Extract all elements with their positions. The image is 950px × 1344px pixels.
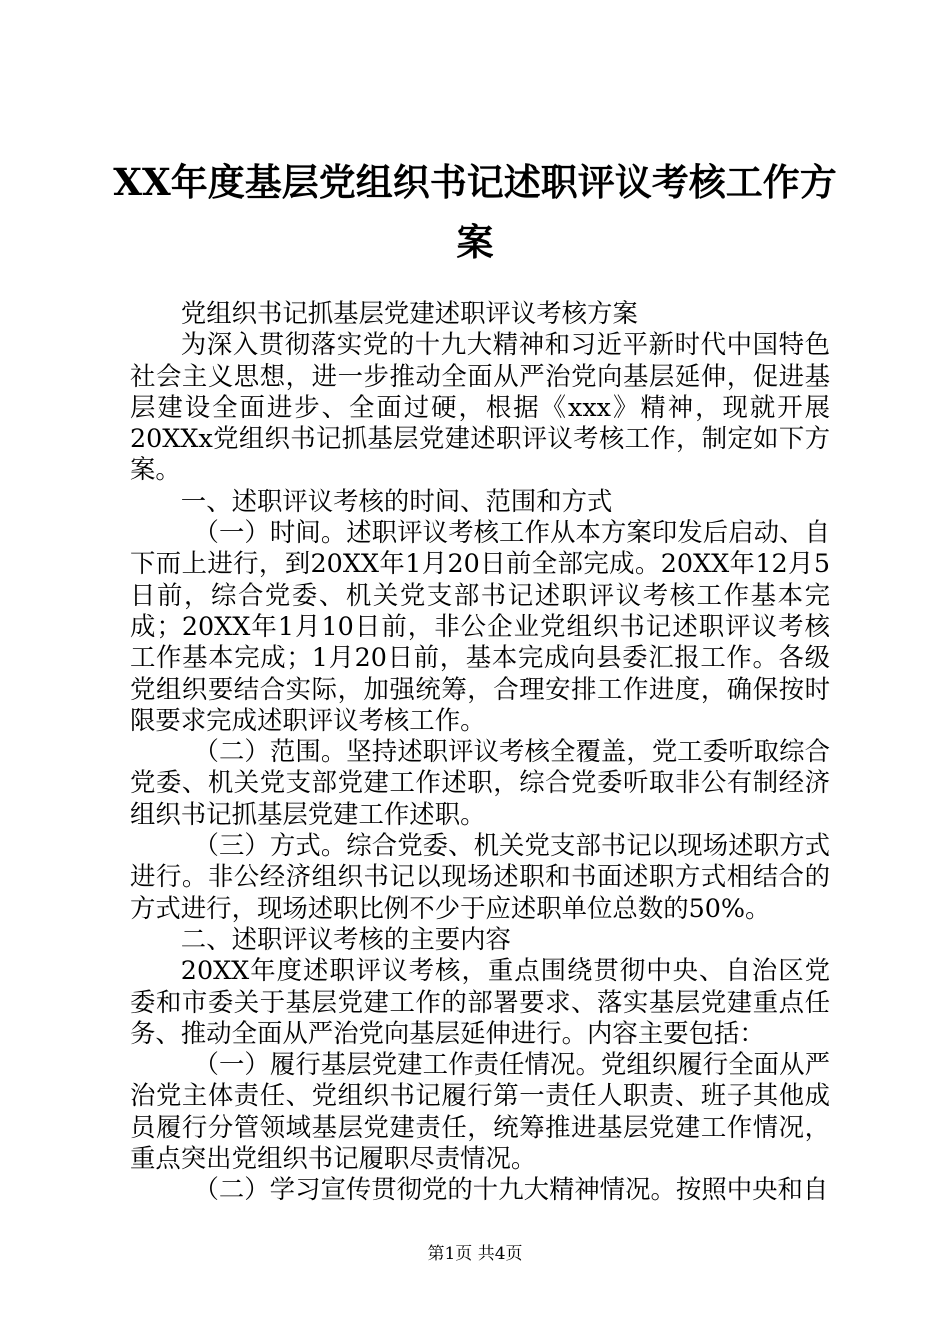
- method-paragraph: （三）方式。综合党委、机关党支部书记以现场述职方式进行。非公经济组织书记以现场述职和书面述职方式相结合的方式进行，现场述职比例不少于应述职单位总数的50%。: [130, 830, 830, 923]
- intro-paragraph: 为深入贯彻落实党的十九大精神和习近平新时代中国特色社会主义思想，进一步推动全面从严治党向基层延伸，促进基层建设全面进步、全面过硬，根据《xxx》精神，现就开展20XXx党组织书记抓基层党建述职评议考核工作，制定如下方案。: [130, 329, 830, 485]
- section-heading-2: 二、述职评议考核的主要内容: [180, 923, 511, 954]
- document-title-line-1: XX年度基层党组织书记述职评议考核工作方: [113, 160, 837, 204]
- section-heading-1: 一、述职评议考核的时间、范围和方式: [180, 485, 613, 516]
- content-intro-paragraph: 20XX年度述职评议考核，重点围绕贯彻中央、自治区党委和市委关于基层党建工作的部署要求、落实基层党建重点任务、推动全面从严治党向基层延伸进行。内容主要包括：: [130, 955, 830, 1048]
- scope-paragraph: （二）范围。坚持述职评议考核全覆盖，党工委听取综合党委、机关党支部党建工作述职，综合党委听取非公有制经济组织书记抓基层党建工作述职。: [130, 736, 830, 829]
- document-body: [130, 298, 830, 1206]
- study-paragraph: （二）学习宣传贯彻党的十九大精神情况。按照中央和自: [193, 1174, 829, 1205]
- responsibility-paragraph: （一）履行基层党建工作责任情况。党组织履行全面从严治党主体责任、党组织书记履行第一责任人职责、班子其他成员履行分管领域基层党建责任，统筹推进基层党建工作情况，重点突出党组织书记履职尽责情况。: [130, 1049, 830, 1174]
- subtitle-paragraph: 党组织书记抓基层党建述职评议考核方案: [180, 298, 638, 328]
- document-title-line-2: 案: [456, 220, 494, 264]
- time-paragraph: （一）时间。述职评议考核工作从本方案印发后启动、自下而上进行，到20XX年1月20日前全部完成。20XX年12月5日前，综合党委、机关党支部书记述职评议考核工作基本完成；20XX年1月10日前，非公企业党组织书记述职评议考核工作基本完成；1月20日前，基本完成向县委汇报工作。各级党组织要结合实际，加强统筹，合理安排工作进度，确保按时限要求完成述职评议考核工作。: [130, 517, 830, 735]
- page-number-footer: 第1页 共4页: [427, 1244, 523, 1264]
